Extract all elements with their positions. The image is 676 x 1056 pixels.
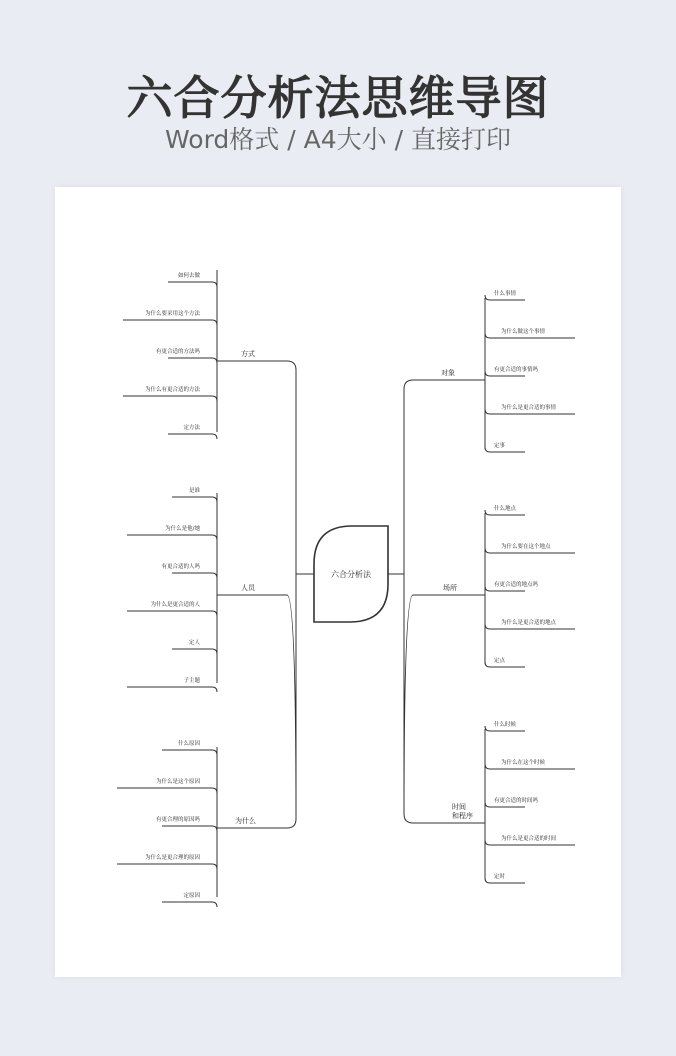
document-page — [55, 187, 621, 977]
leaf-label: 定人 — [188, 640, 200, 646]
leaf-label: 什么地点 — [494, 506, 517, 512]
center-node-label: 六合分析法 — [331, 570, 371, 579]
leaf-underline — [117, 788, 217, 793]
leaf-label: 为什么是他/她 — [165, 526, 200, 532]
leaf-underline — [127, 687, 217, 692]
leaf-label: 为什么是更合适的时间 — [501, 836, 557, 842]
leaf-underline — [123, 396, 217, 401]
leaf-label: 有更合适的人吗 — [161, 564, 200, 570]
mind-map-diagram — [55, 187, 621, 977]
leaf-underline — [168, 358, 217, 363]
leaf-underline — [162, 750, 217, 755]
branch-label-shijian: 和程序 — [452, 812, 473, 820]
leaf-label: 有更合适的时间吗 — [494, 798, 539, 804]
leaf-label: 为什么是这个原因 — [155, 779, 200, 785]
leaf-underline — [168, 282, 217, 287]
page-title: 六合分析法思维导图 — [126, 71, 550, 125]
leaf-underline — [162, 902, 217, 907]
leaf-label: 什么时候 — [494, 722, 517, 728]
leaf-label: 什么事情 — [494, 291, 517, 297]
leaf-label: 为什么在这个时候 — [501, 760, 546, 766]
leaf-label: 定事 — [494, 443, 506, 449]
leaf-label: 为什么是更合适的地点 — [501, 620, 557, 626]
branch-connector-duixiang — [404, 380, 485, 389]
branch-label-renyuan: 人员 — [241, 584, 255, 592]
leaf-label: 为什么是更合适的人 — [150, 602, 200, 608]
branch-connector-renyuan — [217, 595, 296, 819]
leaf-label: 为什么有更合适的方法 — [144, 387, 200, 393]
leaf-underline — [168, 434, 217, 439]
leaf-underline — [127, 535, 217, 540]
branch-connector-fangshi — [217, 361, 296, 370]
leaf-label: 有更合适的地点吗 — [494, 582, 539, 588]
leaf-label: 子主题 — [183, 678, 200, 684]
leaf-label: 为什么要在这个地点 — [501, 544, 551, 550]
leaf-label: 定时 — [494, 874, 506, 880]
leaf-label: 定原因 — [183, 893, 200, 899]
leaf-underline — [172, 497, 217, 502]
branch-label-weishenme: 为什么 — [235, 817, 256, 825]
leaf-label: 为什么要采用这个方法 — [144, 311, 200, 317]
leaf-label: 为什么是更合理的原因 — [144, 855, 200, 861]
leaf-label: 如何去做 — [177, 273, 200, 279]
leaf-label: 定点 — [494, 658, 506, 664]
branch-label-duixiang: 对象 — [441, 369, 455, 377]
leaf-underline — [127, 611, 217, 616]
branch-label-changsuo: 场所 — [443, 584, 457, 592]
leaf-underline — [123, 320, 217, 325]
leaf-label: 是谁 — [188, 488, 200, 494]
leaf-label: 定方法 — [183, 425, 200, 431]
leaf-label: 有更合理的原因吗 — [155, 817, 200, 823]
leaf-underline — [162, 826, 217, 831]
leaf-label: 有更合适的方法吗 — [155, 349, 200, 355]
leaf-underline — [117, 864, 217, 869]
page-subtitle: Word格式 / A4大小 / 直接打印 — [165, 125, 511, 154]
leaf-label: 有更合适的事情吗 — [494, 367, 539, 373]
branch-connector-changsuo — [404, 595, 485, 814]
leaf-label: 什么原因 — [177, 741, 200, 747]
branch-label-fangshi: 方式 — [241, 350, 255, 358]
leaf-underline — [172, 573, 217, 578]
branch-label-shijian: 时间 — [452, 803, 466, 811]
branch-connector-weishenme — [217, 819, 296, 828]
leaf-label: 为什么做这个事情 — [501, 329, 546, 335]
leaf-underline — [172, 649, 217, 654]
leaf-label: 为什么是更合适的事情 — [501, 405, 557, 411]
